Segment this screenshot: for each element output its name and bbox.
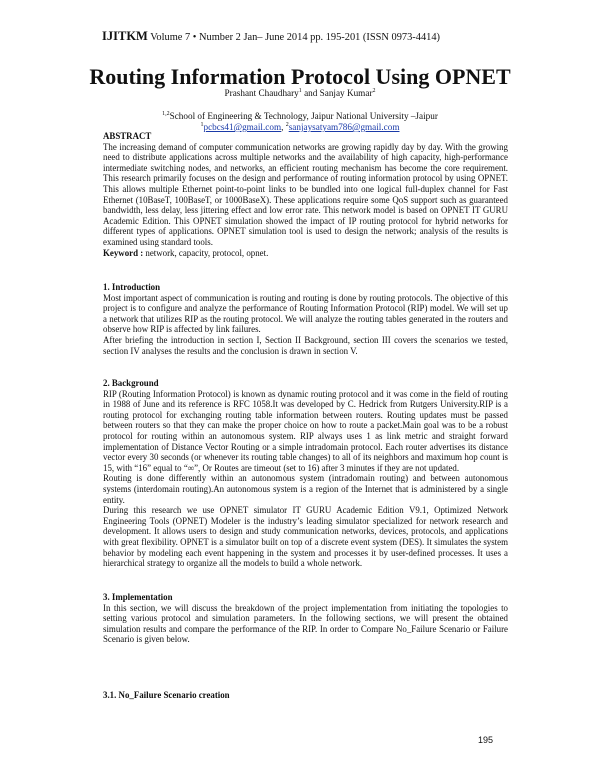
email-1-link[interactable]: pcbcs41@gmail.com [203,122,282,132]
affiliation [0,111,600,121]
email-separator: , [281,122,286,132]
section-1-heading: 1. Introduction [103,282,161,292]
email-2-sup: 2 [285,121,289,128]
section-2-paragraph-1: RIP (Routing Information Protocol) is known as dynamic routing protocol and it was come in the field of routing in 1988 of June and its reference is RFC 1058.It was developed by C. Hedrick from Rutgers University.RIP is a routing protocol for exchanging routing table information between routers. Routing updates must be passed between routers so that they can make the proper choice on how to route a packet.Main goal was to be a robust protocol for routing within an autonomous system. RIP always uses 1 as link metric and straight forward implementation of Distance Vector Routing or a simple intradomain protocol. Each router advertises its distance vector every 30 seconds (or whenever its routing table changes) to all of its neighbors and maximum hop count is 15, with “16” equal to “∞”, Or Routes are timeout (set to 16) after 3 minutes if they are not updated. [103,388,508,473]
paper-title: Routing Information Protocol Using OPNET [89,64,511,89]
author-1: Prashant Chaudhary [224,88,299,98]
section-2-paragraph-3: During this research we use OPNET simulator IT GURU Academic Edition V9.1, Optimized Network Engineering Tools (OPNET) Modeler is the industry’s leading simulator specialized for network research and development. It allows users to design and study communication networks, devices, protocols, and applications with great flexibility. OPNET is a simulator built on top of a discrete event system (DES). It simulates the system behavior by modeling each event happening in the system and processes it by user-defined processes. It uses a hierarchical strategy to organize all the models to build a whole network. [103,505,508,569]
abstract-section [103,131,508,258]
page-number: 195 [478,735,494,745]
author-1-sup: 1 [298,87,302,94]
abstract-heading: ABSTRACT [103,131,152,141]
keywords-line [103,248,508,259]
journal-abbrev: IJITKM [102,29,148,43]
section-1-paragraph-1: Most important aspect of communication is routing and routing is done by routing protocols. The objective of this project is to configure and analyze the performance of Routing Information Protocol (RIP) model. We will set up a network that utilizes RIP as the routing protocol. We will analyze the routing tables generated in the routers and observe how RIP is affected by link failures. [103,292,508,335]
author-joiner: and Sanjay Kumar [301,88,373,98]
section-3-paragraph-1: In this section, we will discuss the breakdown of the project implementation from initiating the topologies to setting various protocol and simulation parameters. In the following sections, we will present the obtained simulation results and compare the performance of the RIP. In order to Compare No_Failure Scenario or Failure Scenario is given below. [103,602,508,645]
implementation-section [103,592,508,645]
section-2-paragraph-2: Routing is done differently within an autonomous system (intradomain routing) and between autonomous systems (interdomain routing).An autonomous system is a region of the Internet that is administered by a single entity. [103,473,508,505]
journal-details: Volume 7 • Number 2 Jan– June 2014 pp. 195-201 (ISSN 0973-4414) [147,32,440,43]
subsection-3-1-heading: 3.1. No_Failure Scenario creation [103,690,230,700]
email-2-link[interactable]: sanjaysatyam786@gmail.com [288,122,400,132]
authors [0,88,600,98]
abstract-body: The increasing demand of computer communication networks are growing rapidly day by day. With the growing need to distribute applications across multiple networks and the availability of high capacity, high-performance intermediate switching nodes, and networks, an efficient routing mechanism has become the core requirement. This research primarily focuses on the design and performance of routing information protocol by using OPNET. This allows multiple Ethernet point-to-point links to be bundled into one logical full-duplex channel for Fast Ethernet (10BaseT, 100BaseT, or 1000BaseX). These applications require some QoS support such as guaranteed bandwidth, less delay, less jittering effect and low error rate. This network model is based on OPNET IT GURU Academic Edition. This OPNET simulation showed the impact of IP routing protocol for hybrid networks for different types of applications. OPNET simulation tool is used to design the network; analysis of the results is examined using standard tools. [103,141,508,247]
email-1-sup: 1 [200,121,204,128]
keyword-label: Keyword : [103,247,144,258]
author-2-sup: 2 [372,87,376,94]
introduction-section [103,282,508,356]
section-1-paragraph-2: After briefing the introduction in section I, Section II Background, section III covers the scenarios we tested, section IV analyses the results and the conclusion is drawn in section V. [103,334,508,356]
section-2-heading: 2. Background [103,378,159,388]
affiliation-text: School of Engineering & Technology, Jaipur National University –Jaipur [169,111,438,121]
section-3-heading: 3. Implementation [103,592,173,602]
background-section [103,378,508,569]
keywords: network, capacity, protocol, opnet. [143,247,269,258]
journal-header [102,29,440,44]
affiliation-sup: 1,2 [162,110,170,117]
